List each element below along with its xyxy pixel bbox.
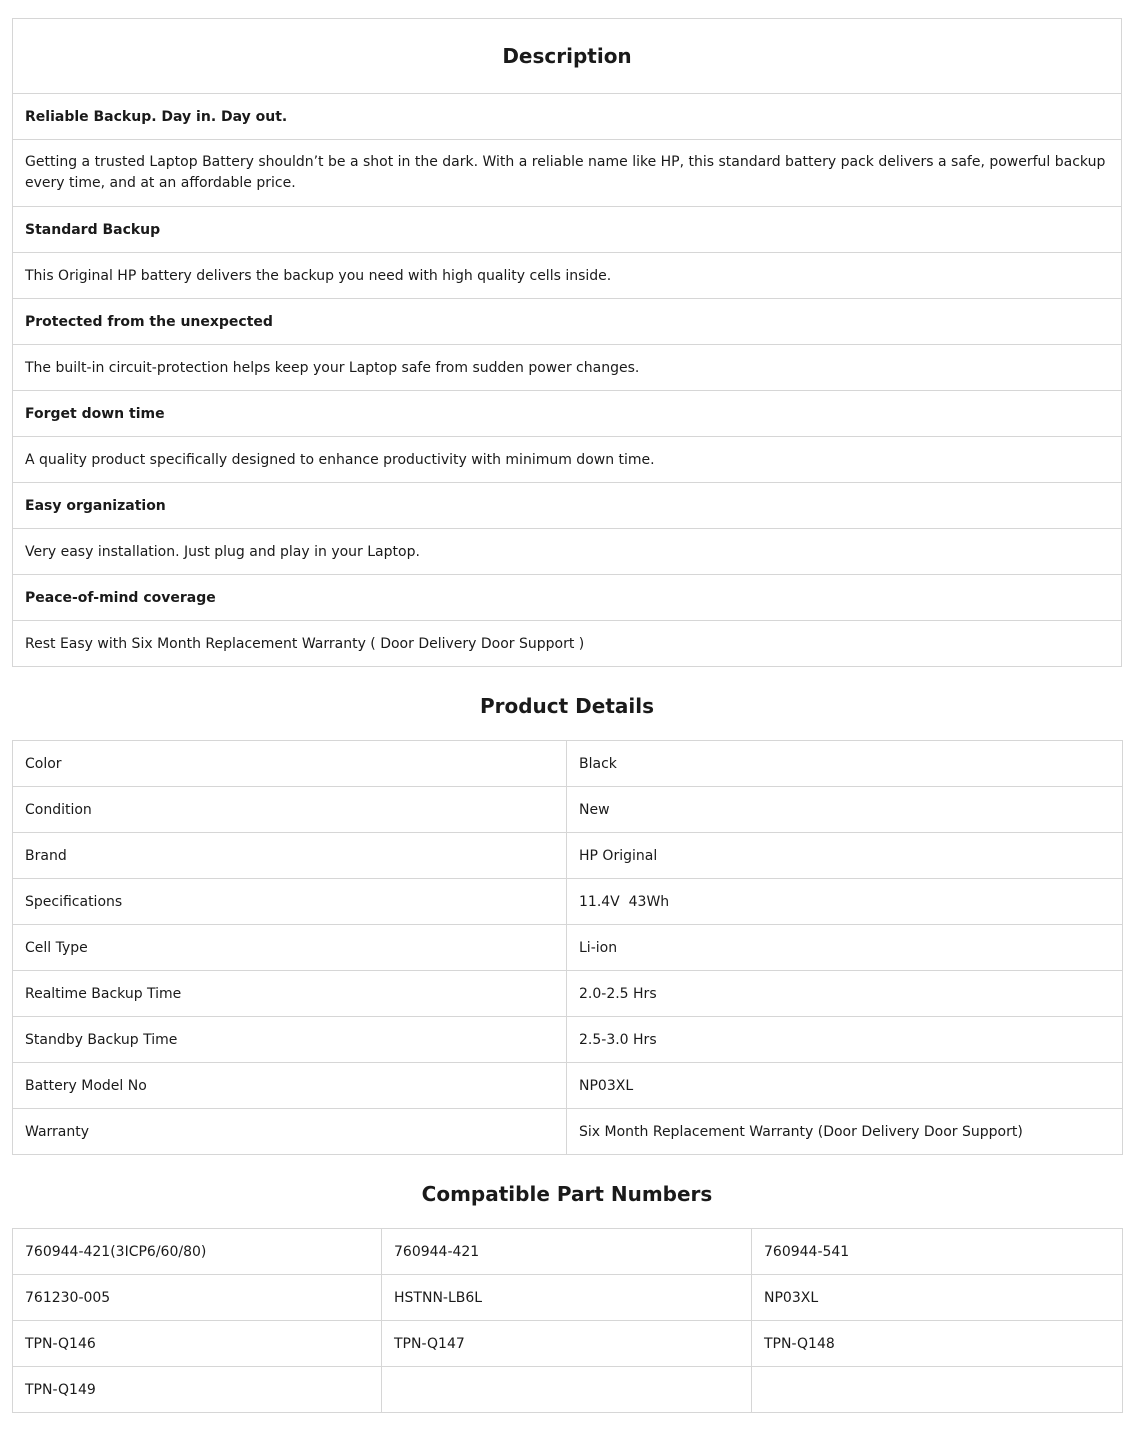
part-number-cell: 761230-005	[13, 1275, 382, 1321]
section-text-protected: The built-in circuit-protection helps keep your Laptop safe from sudden power changes.	[13, 345, 1122, 391]
section-text-forget-down-time: A quality product specifically designed to enhance productivity with minimum down time.	[13, 437, 1122, 483]
description-heading-row	[13, 94, 1122, 140]
product-detail-row-color	[13, 741, 1123, 787]
detail-label: Brand	[13, 833, 567, 879]
part-number-cell: TPN-Q148	[752, 1321, 1123, 1367]
detail-label: Battery Model No	[13, 1063, 567, 1109]
part-number-cell: TPN-Q147	[382, 1321, 752, 1367]
product-detail-row-brand	[13, 833, 1123, 879]
detail-label: Specifications	[13, 879, 567, 925]
section-text-peace-of-mind: Rest Easy with Six Month Replacement Warranty ( Door Delivery Door Support )	[13, 621, 1122, 667]
product-details-table	[12, 740, 1123, 1155]
product-detail-row-model-no	[13, 1063, 1123, 1109]
product-detail-row-cell-type	[13, 925, 1123, 971]
description-text-row	[13, 140, 1122, 207]
section-heading-standard-backup: Standard Backup	[13, 207, 1122, 253]
detail-label: Warranty	[13, 1109, 567, 1155]
detail-label: Cell Type	[13, 925, 567, 971]
part-row	[13, 1275, 1123, 1321]
description-header-row	[13, 19, 1122, 94]
product-detail-row-specifications	[13, 879, 1123, 925]
description-heading-row	[13, 483, 1122, 529]
product-detail-row-realtime-backup	[13, 971, 1123, 1017]
detail-label: Condition	[13, 787, 567, 833]
section-heading-easy-organization: Easy organization	[13, 483, 1122, 529]
detail-value: Six Month Replacement Warranty (Door Delivery Door Support)	[567, 1109, 1123, 1155]
detail-value: 2.5-3.0 Hrs	[567, 1017, 1123, 1063]
part-row	[13, 1321, 1123, 1367]
detail-value: Black	[567, 741, 1123, 787]
section-heading-protected: Protected from the unexpected	[13, 299, 1122, 345]
section-text-reliable-backup: Getting a trusted Laptop Battery shouldn’t be a shot in the dark. With a reliable name like HP, this standard battery pack delivers a safe, powerful backup every time, and at an affordable price.	[13, 140, 1122, 207]
part-number-cell-empty	[752, 1367, 1123, 1413]
description-text-row	[13, 253, 1122, 299]
part-number-cell: TPN-Q146	[13, 1321, 382, 1367]
description-title: Description	[13, 19, 1122, 94]
detail-label: Standby Backup Time	[13, 1017, 567, 1063]
section-heading-reliable-backup: Reliable Backup. Day in. Day out.	[13, 94, 1122, 140]
product-details-title: Product Details	[479, 694, 655, 718]
description-text-row	[13, 621, 1122, 667]
compatible-parts-table	[12, 1228, 1123, 1413]
part-number-cell: TPN-Q149	[13, 1367, 382, 1413]
part-number-cell: 760944-421	[382, 1229, 752, 1275]
part-number-cell: NP03XL	[752, 1275, 1123, 1321]
detail-label: Color	[13, 741, 567, 787]
description-text-row	[13, 345, 1122, 391]
description-heading-row	[13, 299, 1122, 345]
product-detail-row-warranty	[13, 1109, 1123, 1155]
section-text-standard-backup: This Original HP battery delivers the backup you need with high quality cells inside.	[13, 253, 1122, 299]
section-heading-forget-down-time: Forget down time	[13, 391, 1122, 437]
detail-value: 2.0-2.5 Hrs	[567, 971, 1123, 1017]
description-table	[12, 18, 1122, 667]
part-number-cell: 760944-541	[752, 1229, 1123, 1275]
section-text-easy-organization: Very easy installation. Just plug and play in your Laptop.	[13, 529, 1122, 575]
detail-value: HP Original	[567, 833, 1123, 879]
part-row	[13, 1229, 1123, 1275]
product-detail-row-standby-backup	[13, 1017, 1123, 1063]
description-heading-row	[13, 575, 1122, 621]
detail-label: Realtime Backup Time	[13, 971, 567, 1017]
part-number-cell: 760944-421(3ICP6/60/80)	[13, 1229, 382, 1275]
detail-value: Li-ion	[567, 925, 1123, 971]
product-detail-row-condition	[13, 787, 1123, 833]
compatible-parts-title: Compatible Part Numbers	[421, 1182, 713, 1206]
section-heading-peace-of-mind: Peace-of-mind coverage	[13, 575, 1122, 621]
detail-value: NP03XL	[567, 1063, 1123, 1109]
description-text-row	[13, 529, 1122, 575]
part-row	[13, 1367, 1123, 1413]
part-number-cell: HSTNN-LB6L	[382, 1275, 752, 1321]
detail-value: New	[567, 787, 1123, 833]
description-heading-row	[13, 391, 1122, 437]
part-number-cell-empty	[382, 1367, 752, 1413]
detail-value: 11.4V 43Wh	[567, 879, 1123, 925]
description-heading-row	[13, 207, 1122, 253]
description-text-row	[13, 437, 1122, 483]
